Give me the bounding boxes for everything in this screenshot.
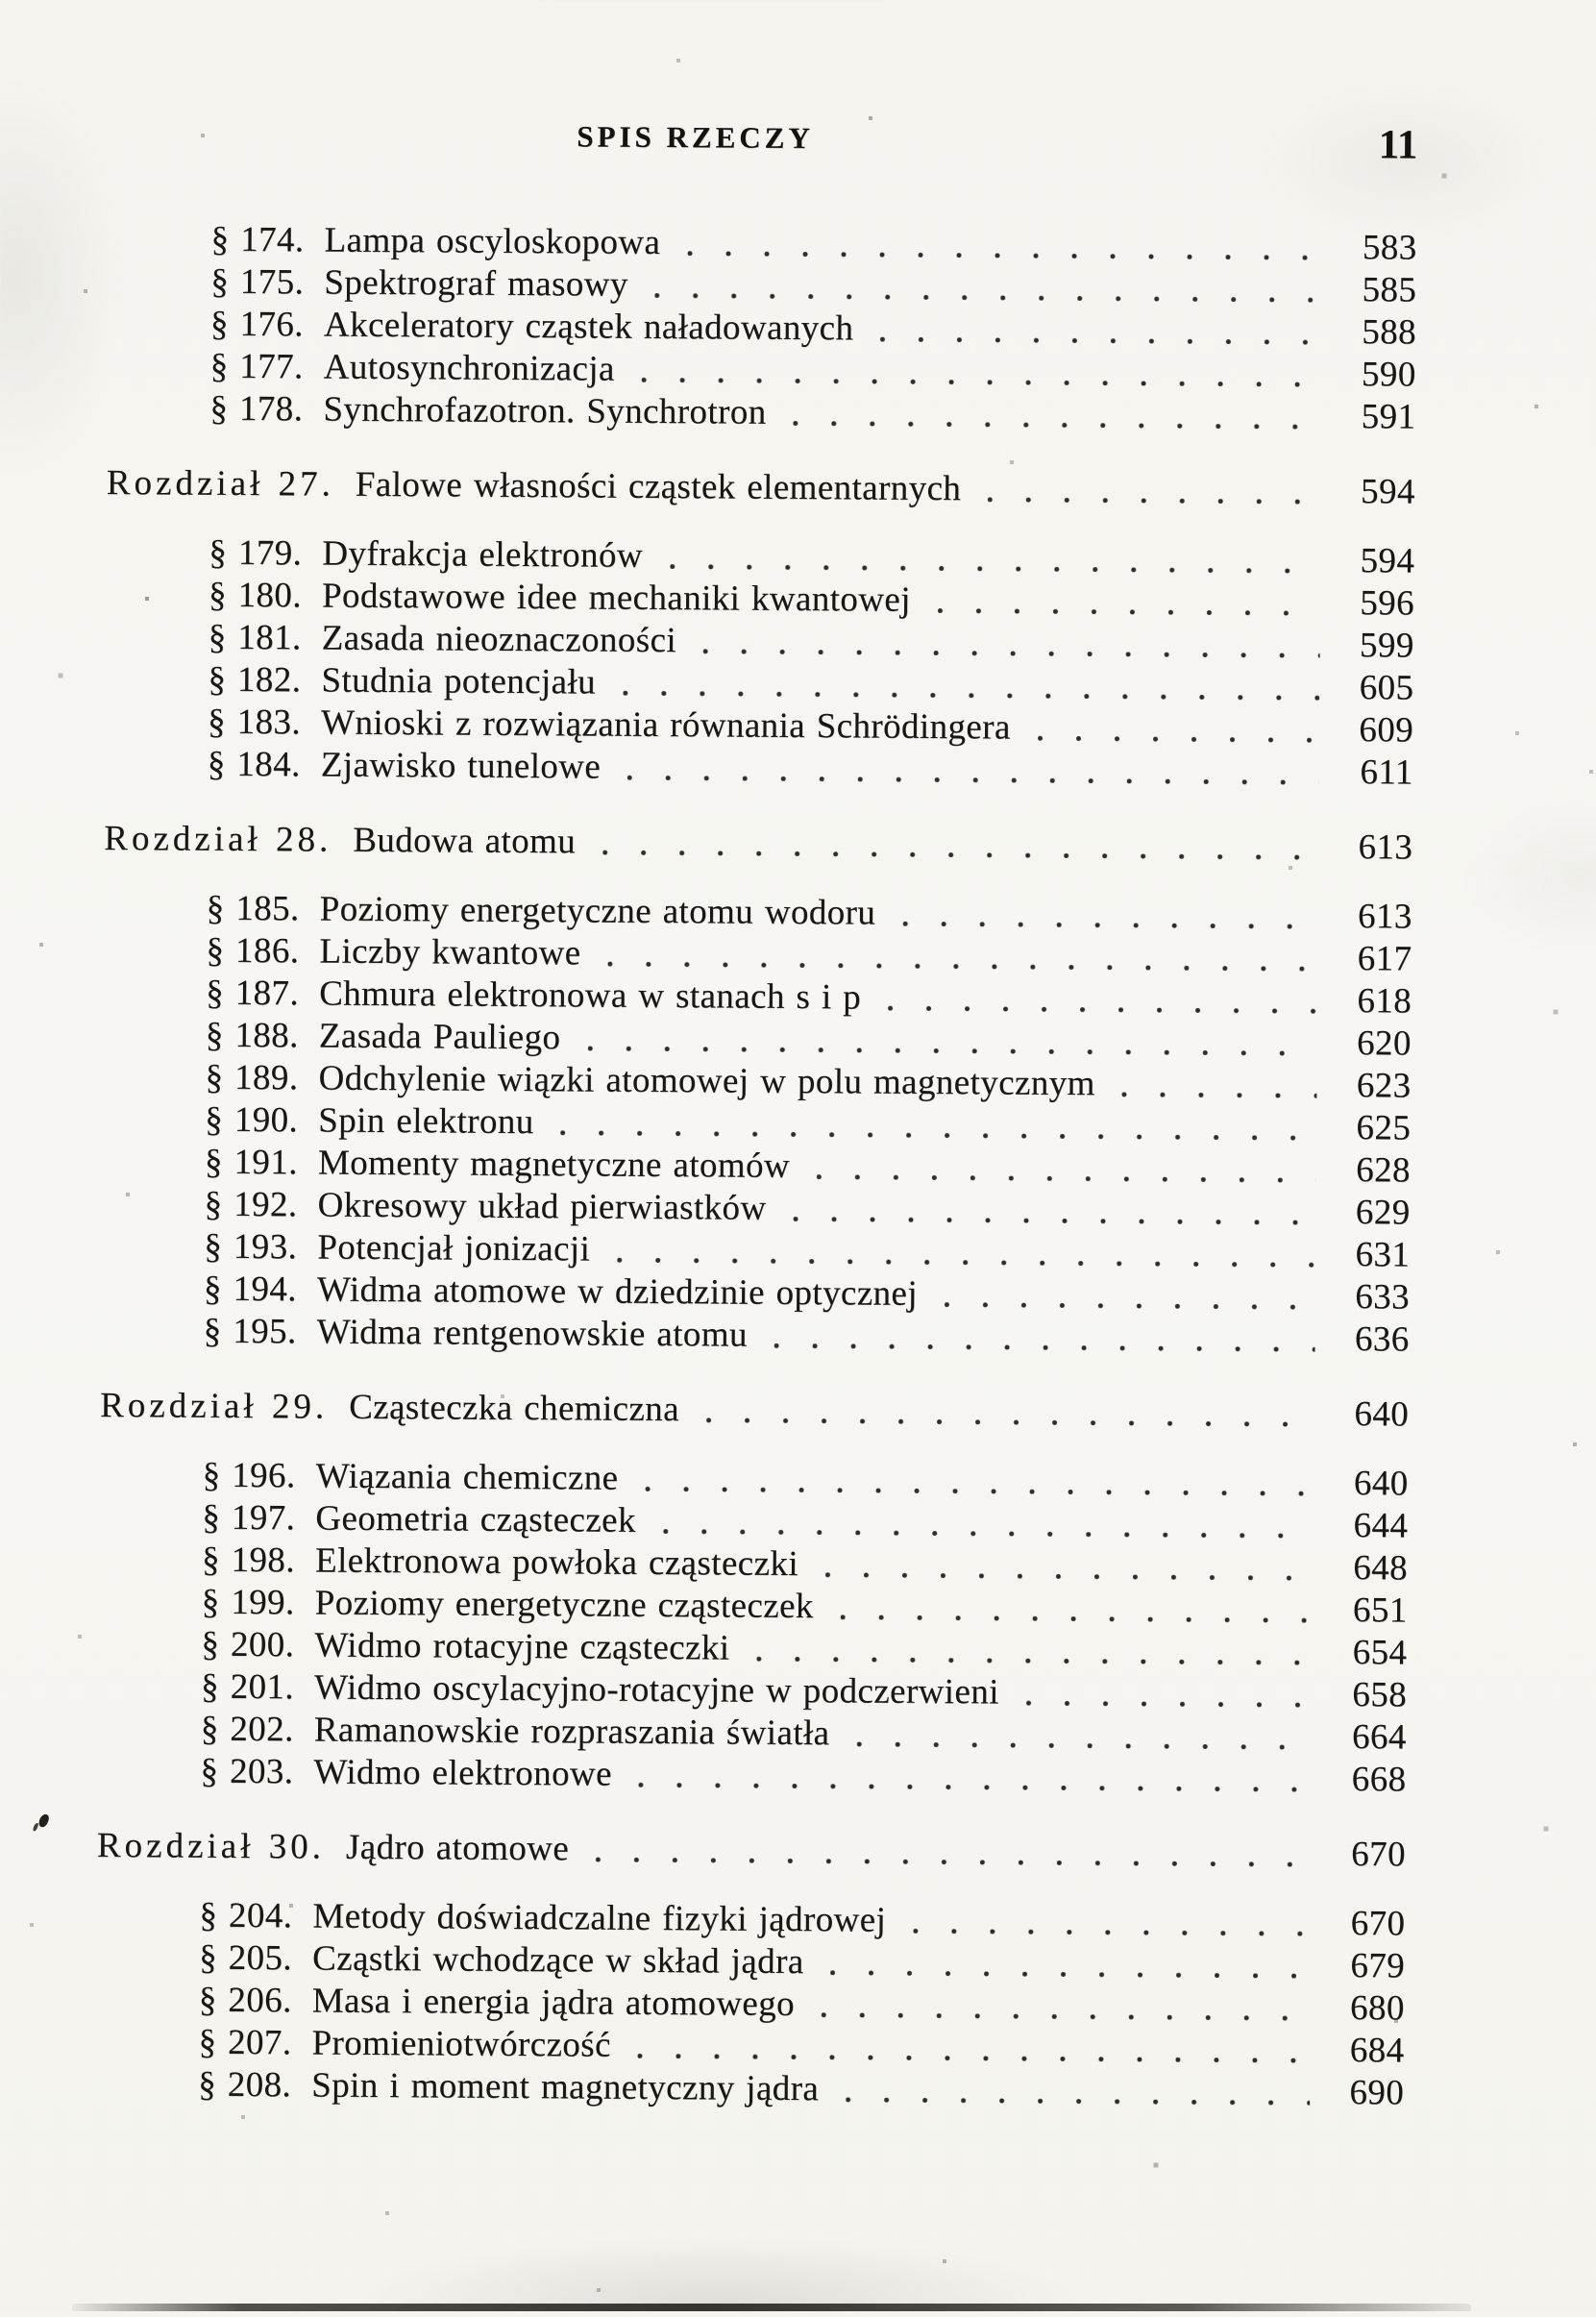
- chapter-label: Rozdział 27.: [106, 462, 335, 505]
- dot-leader: [798, 1543, 1329, 1590]
- page-number-folio: 11: [1378, 122, 1418, 168]
- dot-leader: [853, 308, 1338, 354]
- section-number: § 182.: [208, 659, 302, 701]
- toc-entry-row: [107, 387, 1415, 439]
- section-number: § 191.: [204, 1142, 298, 1183]
- section-number: § 190.: [205, 1099, 299, 1141]
- dot-leader: [596, 662, 1336, 709]
- dot-leader: [534, 1101, 1333, 1149]
- entry-page-number: 680: [1349, 1988, 1405, 2029]
- chapter-row: [107, 462, 1415, 514]
- entry-page-number: 590: [1361, 355, 1416, 395]
- section-number: § 179.: [209, 532, 303, 574]
- chapter-title: Jądro atomowe: [345, 1827, 570, 1869]
- table-of-contents: [95, 218, 1417, 2114]
- section-title: Akceleratory cząstek naładowanych: [323, 305, 854, 349]
- section-number: § 187.: [206, 973, 300, 1014]
- page-title: SPIS RZECZY: [577, 119, 814, 156]
- entry-page-number: 599: [1359, 626, 1414, 666]
- dot-leader: [676, 620, 1336, 667]
- dot-leader: [679, 1389, 1330, 1436]
- chapter-label: Rozdział 28.: [104, 818, 332, 860]
- section-number: § 196.: [202, 1455, 296, 1496]
- entry-page-number: 668: [1351, 1760, 1407, 1800]
- dot-leader: [601, 747, 1335, 794]
- toc-entry-row: [101, 1310, 1410, 1362]
- section-number: § 207.: [198, 2022, 292, 2063]
- section-title: Geometria cząsteczek: [315, 1498, 637, 1541]
- dot-leader: [814, 1586, 1329, 1632]
- entry-page-number: 588: [1362, 312, 1417, 353]
- section-number: § 186.: [206, 930, 300, 972]
- dot-leader: [560, 1017, 1333, 1065]
- entry-page-number: 613: [1357, 897, 1412, 937]
- section-title: Wiązania chemiczne: [315, 1456, 619, 1498]
- section-title: Zasada Pauliego: [318, 1016, 561, 1058]
- section-title: Widmo oscylacyjno-rotacyjne w podczerwieni: [313, 1667, 1000, 1713]
- entry-page-number: 690: [1349, 2073, 1405, 2113]
- entry-page-number: 648: [1353, 1548, 1409, 1589]
- entry-page-number: 644: [1353, 1506, 1409, 1546]
- entry-page-number: 640: [1354, 1394, 1410, 1435]
- section-title: Podstawowe idee mechaniki kwantowej: [321, 576, 912, 620]
- entry-page-number: 625: [1356, 1108, 1412, 1148]
- dot-leader: [961, 468, 1337, 513]
- section-title: Widmo rotacyjne cząsteczki: [314, 1625, 730, 1668]
- section-title: Spin elektronu: [318, 1100, 534, 1143]
- section-title: Chmura elektronowa w stanach s i p: [319, 974, 862, 1018]
- chapter-label: Rozdział 29.: [100, 1385, 329, 1427]
- dot-leader: [766, 1188, 1331, 1234]
- dot-leader: [569, 1828, 1327, 1876]
- toc-entry-row: [105, 743, 1413, 795]
- section-number: § 180.: [208, 575, 303, 616]
- section-title: Momenty magnetyczne atomów: [317, 1143, 791, 1186]
- section-title: Potencjał jonizacji: [317, 1227, 591, 1269]
- scan-edge-bottom: [72, 2304, 1471, 2311]
- section-title: Wnioski z rozwiązania równania Schrödingera: [320, 702, 1011, 748]
- entry-page-number: 664: [1351, 1717, 1407, 1758]
- toc-group: [97, 1385, 1409, 1801]
- section-number: § 202.: [200, 1709, 294, 1750]
- dot-leader: [611, 2025, 1326, 2072]
- entry-page-number: 623: [1356, 1066, 1412, 1106]
- entry-page-number: 658: [1352, 1675, 1408, 1715]
- section-number: § 206.: [198, 1980, 292, 2021]
- section-title: Lampa oscyloskopowa: [324, 220, 661, 262]
- section-title: Okresowy układ pierwiastków: [317, 1185, 767, 1228]
- dot-leader: [918, 1273, 1331, 1319]
- section-number: § 205.: [198, 1937, 293, 1979]
- dot-leader: [819, 2068, 1325, 2114]
- chapter-title: Budowa atomu: [353, 820, 577, 862]
- entry-page-number: 633: [1355, 1277, 1411, 1318]
- dot-leader: [911, 579, 1336, 625]
- chapter-title: Cząsteczka chemiczna: [349, 1387, 680, 1430]
- entry-page-number: 613: [1358, 827, 1413, 868]
- entry-page-number: 594: [1360, 472, 1415, 512]
- section-title: Widma rentgenowskie atomu: [316, 1312, 748, 1355]
- chapter-title: Falowe własności cząstek elementarnych: [355, 464, 962, 509]
- entry-page-number: 670: [1350, 1904, 1406, 1944]
- dot-leader: [612, 1754, 1328, 1801]
- section-title: Dyfrakcja elektronów: [322, 533, 644, 576]
- section-number: § 183.: [207, 702, 302, 743]
- section-number: § 175.: [210, 261, 305, 303]
- section-title: Poziomy energetyczne cząsteczek: [314, 1583, 814, 1627]
- entry-page-number: 618: [1357, 981, 1412, 1022]
- entry-page-number: 654: [1352, 1633, 1408, 1673]
- dot-leader: [766, 392, 1337, 438]
- chapter-row: [97, 1825, 1406, 1877]
- section-title: Promieniotwórczość: [311, 2023, 612, 2065]
- section-number: § 197.: [202, 1497, 296, 1539]
- entry-page-number: 651: [1352, 1590, 1408, 1631]
- dot-leader: [803, 1941, 1326, 1987]
- entry-page-number: 591: [1361, 397, 1416, 437]
- dot-leader: [795, 1984, 1326, 2030]
- section-title: Zasada nieoznaczoności: [321, 618, 677, 661]
- entry-page-number: 670: [1351, 1835, 1407, 1875]
- entry-page-number: 636: [1354, 1319, 1410, 1360]
- entry-page-number: 583: [1362, 228, 1417, 268]
- section-title: Elektronowa powłoka cząsteczki: [314, 1541, 799, 1585]
- entry-page-number: 620: [1356, 1023, 1412, 1064]
- section-title: Poziomy energetyczne atomu wodoru: [319, 889, 876, 933]
- section-number: § 176.: [209, 304, 305, 345]
- dot-leader: [999, 1671, 1329, 1715]
- dot-leader: [643, 535, 1337, 582]
- toc-group: [107, 218, 1417, 439]
- section-number: § 194.: [203, 1269, 298, 1310]
- section-number: § 178.: [209, 388, 304, 430]
- toc-entry-row: [95, 2063, 1404, 2115]
- entry-page-number: 605: [1359, 668, 1414, 708]
- section-title: Masa i energia jądra atomowego: [311, 1981, 796, 2025]
- section-number: § 203.: [200, 1751, 294, 1792]
- dot-leader: [580, 932, 1333, 979]
- section-title: Ramanowskie rozpraszania światła: [313, 1710, 830, 1754]
- toc-group: [105, 462, 1415, 795]
- chapter-row: [104, 818, 1412, 870]
- dot-leader: [1095, 1063, 1333, 1107]
- section-title: Autosynchronizacja: [323, 347, 615, 389]
- section-title: Metody doświadczalne fizyki jądrowej: [312, 1896, 887, 1940]
- entry-page-number: 684: [1349, 2031, 1405, 2071]
- dot-leader: [729, 1628, 1328, 1674]
- section-number: § 185.: [206, 888, 300, 929]
- section-title: Cząstki wchodzące w skład jądra: [311, 1938, 804, 1983]
- section-number: § 189.: [205, 1057, 299, 1098]
- toc-entry-row: [97, 1750, 1406, 1802]
- entry-page-number: 609: [1359, 710, 1414, 751]
- entry-page-number: 594: [1360, 541, 1415, 581]
- dot-leader: [590, 1229, 1331, 1276]
- section-title: Odchylenie wiązki atomowej w polu magnetycznym: [318, 1058, 1095, 1104]
- section-title: Widma atomowe w dziedzinie optycznej: [316, 1269, 919, 1314]
- dot-leader: [748, 1315, 1331, 1361]
- entry-page-number: 628: [1356, 1150, 1412, 1191]
- paper-specks: [0, 0, 2, 2]
- section-title: Studnia potencjału: [321, 660, 597, 702]
- section-number: § 184.: [207, 744, 301, 785]
- section-title: Zjawisko tunelowe: [320, 745, 602, 787]
- section-number: § 201.: [200, 1666, 295, 1708]
- dot-leader: [1011, 707, 1336, 752]
- section-title: Widmo elektronowe: [313, 1752, 613, 1794]
- entry-page-number: 629: [1355, 1193, 1411, 1233]
- ink-blot-mark: [37, 1812, 50, 1828]
- section-title: Spektrograf masowy: [324, 262, 628, 305]
- section-number: § 188.: [205, 1015, 299, 1056]
- dot-leader: [576, 821, 1334, 869]
- section-title: Liczby kwantowe: [319, 931, 581, 974]
- dot-leader: [618, 1458, 1329, 1505]
- toc-group: [101, 818, 1413, 1361]
- section-number: § 198.: [201, 1540, 296, 1581]
- entry-page-number: 679: [1350, 1946, 1406, 1986]
- section-number: § 204.: [199, 1895, 293, 1936]
- entry-page-number: 640: [1353, 1464, 1409, 1504]
- entry-page-number: 585: [1362, 270, 1417, 310]
- section-number: § 199.: [201, 1582, 295, 1623]
- entry-page-number: 596: [1360, 583, 1415, 624]
- dot-leader: [615, 349, 1338, 396]
- dot-leader: [829, 1713, 1328, 1759]
- dot-leader: [636, 1500, 1330, 1547]
- toc-group: [95, 1825, 1406, 2115]
- chapter-row: [100, 1385, 1409, 1437]
- section-number: § 195.: [203, 1311, 297, 1352]
- entry-page-number: 611: [1360, 752, 1413, 793]
- dot-leader: [886, 1900, 1326, 1945]
- section-number: § 200.: [201, 1624, 295, 1665]
- dot-leader: [628, 264, 1338, 311]
- section-title: Synchrofazotron. Synchrotron: [323, 389, 767, 432]
- section-number: § 174.: [210, 219, 305, 260]
- section-number: § 181.: [208, 617, 302, 658]
- dot-leader: [790, 1146, 1332, 1192]
- section-number: § 208.: [198, 2064, 292, 2106]
- section-number: § 177.: [209, 346, 304, 387]
- section-number: § 192.: [204, 1184, 298, 1225]
- dot-leader: [861, 976, 1333, 1022]
- entry-page-number: 617: [1357, 939, 1412, 979]
- dot-leader: [660, 222, 1338, 269]
- entry-page-number: 631: [1355, 1235, 1411, 1275]
- chapter-label: Rozdział 30.: [96, 1825, 326, 1867]
- section-title: Spin i moment magnetyczny jądra: [311, 2065, 820, 2109]
- dot-leader: [875, 893, 1334, 938]
- section-number: § 193.: [204, 1226, 298, 1268]
